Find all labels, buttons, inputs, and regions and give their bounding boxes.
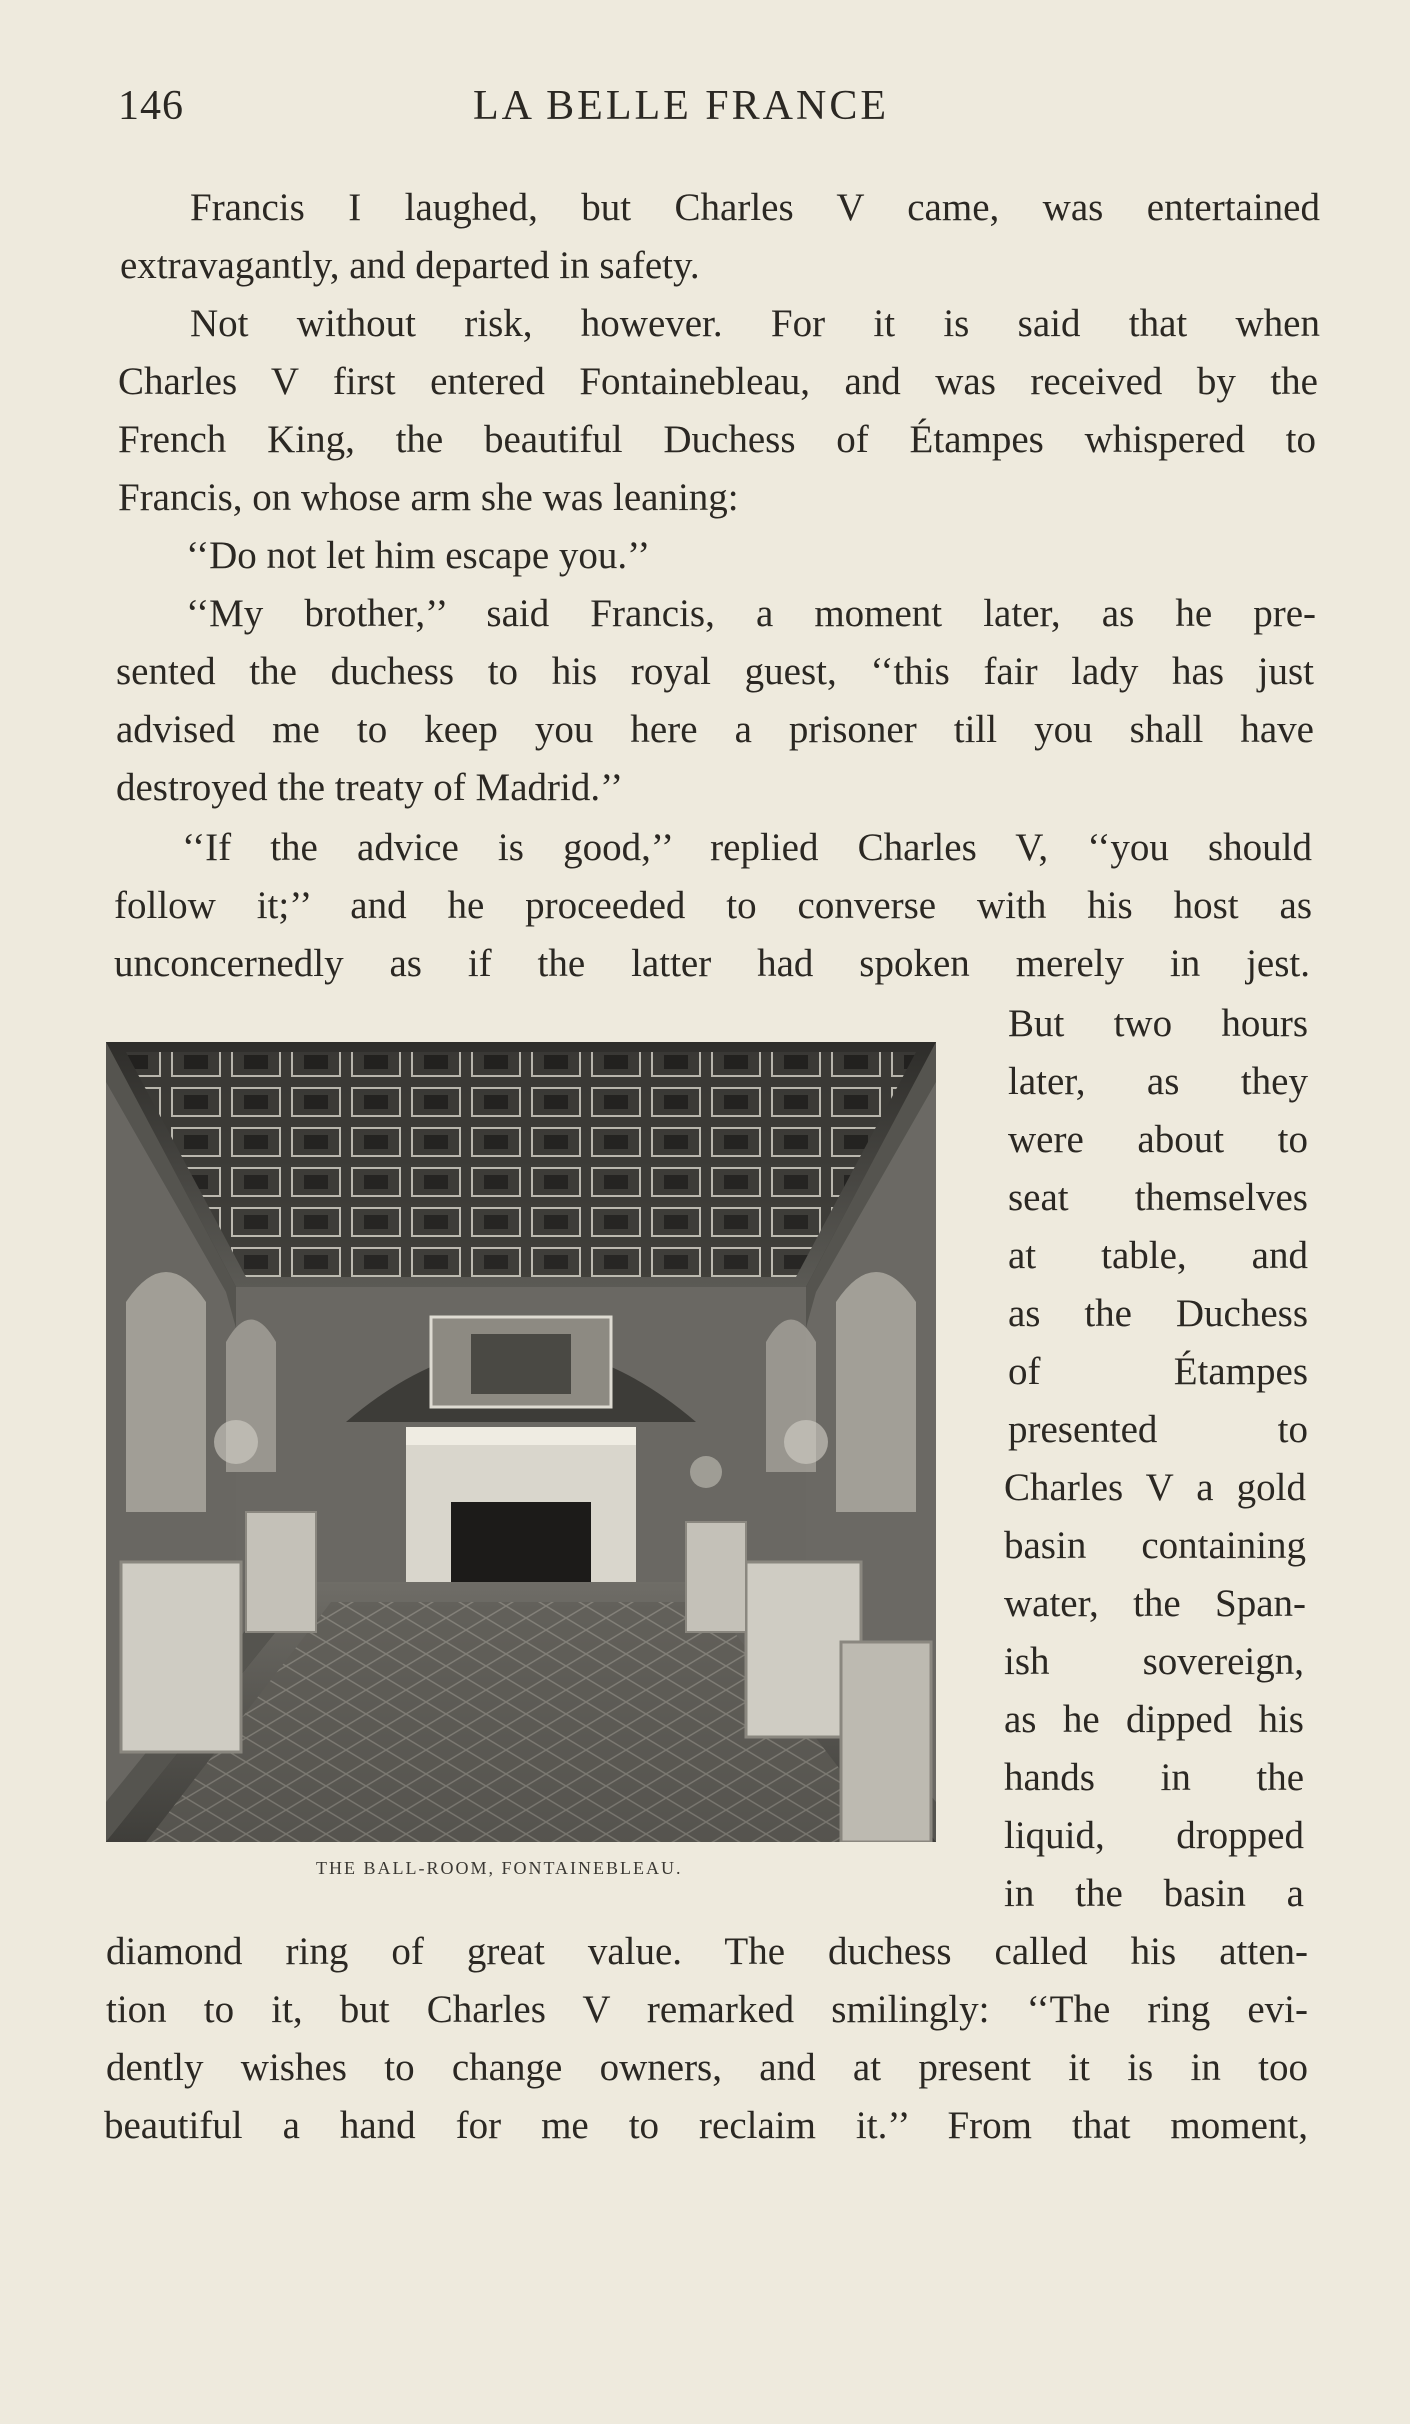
text-line: tion to it, but Charles V remarked smilingly: ‘‘The ring evi- xyxy=(106,1988,1308,2031)
text-line: follow it;’’ and he proceeded to converse with his host as xyxy=(114,884,1312,927)
ballroom-illustration xyxy=(106,1042,936,1842)
running-head: LA BELLE FRANCE xyxy=(473,83,890,129)
side-text-line: But two hours xyxy=(1008,1002,1308,1045)
side-text-line: were about to xyxy=(1008,1118,1308,1161)
text-line: advised me to keep you here a prisoner till you shall have xyxy=(116,708,1314,751)
side-text-line: as he dipped his xyxy=(1004,1698,1304,1741)
page-header xyxy=(118,82,1318,142)
side-text-line: basin containing xyxy=(1004,1524,1306,1567)
side-text-line: ish sovereign, xyxy=(1004,1640,1304,1683)
text-line: ‘‘Do not let him escape you.’’ xyxy=(186,534,651,577)
text-line: extravagantly, and departed in safety. xyxy=(120,244,700,287)
side-text-line: at table, and xyxy=(1008,1234,1308,1277)
page-number: 146 xyxy=(118,83,184,129)
side-text-line: later, as they xyxy=(1008,1060,1308,1103)
text-line: Charles V first entered Fontainebleau, and was received by the xyxy=(118,360,1318,403)
text-line: ‘‘If the advice is good,’’ replied Charles V, ‘‘you should xyxy=(182,826,1312,869)
text-line: French King, the beautiful Duchess of Étampes whispered to xyxy=(118,418,1316,461)
side-text-line: seat themselves xyxy=(1008,1176,1308,1219)
side-text-line: Charles V a gold xyxy=(1004,1466,1306,1509)
side-text-line: as the Duchess xyxy=(1008,1292,1308,1335)
side-text-line: hands in the xyxy=(1004,1756,1304,1799)
side-text-line: liquid, dropped xyxy=(1004,1814,1304,1857)
text-line: beautiful a hand for me to reclaim it.’’ From that moment, xyxy=(104,2104,1308,2147)
text-line: dently wishes to change owners, and at present it is in too xyxy=(106,2046,1308,2089)
side-text-line: presented to xyxy=(1008,1408,1308,1451)
text-line: sented the duchess to his royal guest, ‘‘this fair lady has just xyxy=(116,650,1314,693)
text-line: Francis I laughed, but Charles V came, was entertained xyxy=(190,186,1320,229)
text-line: Francis, on whose arm she was leaning: xyxy=(118,476,739,519)
figure-caption: THE BALL-ROOM, FONTAINEBLEAU. xyxy=(316,1858,683,1878)
text-line: unconcernedly as if the latter had spoken merely in jest. xyxy=(114,942,1310,985)
text-line: diamond ring of great value. The duchess called his atten- xyxy=(106,1930,1308,1973)
side-text-line: in the basin a xyxy=(1004,1872,1304,1915)
side-text-line: of Étampes xyxy=(1008,1350,1308,1393)
text-line: destroyed the treaty of Madrid.’’ xyxy=(116,766,624,809)
text-line: ‘‘My brother,’’ said Francis, a moment later, as he pre- xyxy=(186,592,1316,635)
text-line: Not without risk, however. For it is said that when xyxy=(190,302,1320,345)
side-text-line: water, the Span- xyxy=(1004,1582,1306,1625)
